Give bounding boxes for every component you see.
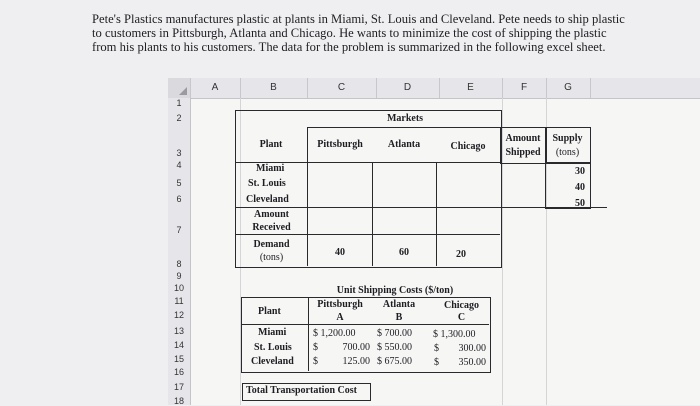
supply-label-1: Supply	[552, 133, 583, 144]
intro-line-2: to customers in Pittsburgh, Atlanta and Chicago. He wants to minimize the cost of shipping the plastic	[92, 26, 607, 40]
cost-miami-atlanta: $ 700.00	[377, 328, 412, 339]
column-header-f[interactable]: F	[502, 78, 547, 98]
cost-cleveland-chicago-sign: $	[434, 357, 439, 368]
markets-divider	[307, 127, 500, 128]
demand-label-2: (tons)	[259, 252, 284, 263]
supply-cleveland: 50	[575, 198, 585, 209]
column-header-c[interactable]: C	[307, 78, 377, 98]
row-header[interactable]: 8	[176, 259, 182, 269]
cost-atlanta-header: Atlanta	[382, 299, 416, 310]
cost-cleveland-pittsburgh-sign: $	[313, 356, 318, 367]
row-header[interactable]: 12	[173, 310, 184, 320]
row-header[interactable]: 3	[176, 148, 182, 158]
cost-plant-label: Plant	[258, 306, 281, 317]
supply-miami: 30	[575, 166, 585, 177]
cost-st-louis-pittsburgh: 700.00	[342, 342, 370, 353]
demand-label-1: Demand	[253, 239, 290, 250]
cost-st-louis-chicago: 300.00	[458, 343, 486, 354]
column-header-g[interactable]: G	[546, 78, 591, 98]
plant-label: Plant	[259, 139, 283, 150]
row-header[interactable]: 15	[173, 354, 184, 364]
cost-cleveland-pittsburgh: 125.00	[342, 356, 370, 367]
cost-letter-b: B	[395, 312, 403, 323]
row-header[interactable]: 10	[173, 283, 184, 293]
cost-chicago-header: Chicago	[444, 300, 479, 311]
row-header[interactable]: 17	[173, 382, 184, 392]
demand-pittsburgh: 40	[335, 247, 345, 258]
row-header[interactable]: 1	[176, 98, 182, 108]
amount-received-label-1: Amount	[253, 209, 289, 220]
plant-st-louis: St. Louis	[248, 178, 286, 189]
row-header[interactable]: 5	[176, 178, 182, 188]
row-header[interactable]: 2	[176, 113, 182, 123]
cost-st-louis-atlanta: $ 550.00	[377, 342, 412, 353]
cost-letter-c: C	[457, 312, 466, 323]
column-header-bar	[168, 78, 700, 99]
cost-st-louis-chicago-sign: $	[434, 343, 439, 354]
cost-pittsburgh-header: Pittsburgh	[317, 299, 363, 310]
supply-label-2: (tons)	[555, 147, 580, 158]
pittsburgh-header: Pittsburgh	[317, 139, 363, 150]
row-header[interactable]: 13	[173, 326, 184, 336]
supply-st-louis: 40	[575, 182, 585, 193]
plant-cleveland: Cleveland	[246, 194, 289, 205]
plant-miami: Miami	[256, 163, 285, 174]
row-header[interactable]: 11	[174, 296, 184, 306]
column-header-a[interactable]: A	[190, 78, 241, 98]
cost-letter-a: A	[336, 312, 344, 323]
row-header[interactable]: 7	[176, 225, 182, 235]
cost-miami-chicago: $ 1,300.00	[433, 329, 476, 340]
intro-line-3: from his plants to his customers. The data for the problem is summarized in the following excel sheet.	[92, 40, 606, 54]
row-header[interactable]: 18	[173, 396, 184, 406]
row-header-bar	[168, 98, 191, 405]
received-divider	[235, 234, 500, 235]
cost-plant-cleveland: Cleveland	[251, 356, 294, 367]
cost-cleveland-atlanta: $ 675.00	[377, 356, 412, 367]
demand-atlanta: 60	[399, 247, 409, 258]
row-header[interactable]: 9	[176, 271, 182, 281]
cost-header-divider	[241, 324, 489, 325]
cost-plant-st-louis: St. Louis	[254, 342, 292, 353]
cost-cleveland-chicago: 350.00	[458, 357, 486, 368]
row-header[interactable]: 14	[173, 340, 184, 350]
amount-shipped-label-1: Amount	[505, 133, 541, 144]
amount-received-label-2: Received	[252, 222, 291, 233]
row-header[interactable]: 16	[173, 367, 184, 377]
amount-shipped-label-2: Shipped	[505, 147, 541, 158]
select-all-corner[interactable]	[168, 78, 191, 98]
cost-col-divider	[308, 297, 309, 371]
column-header-d[interactable]: D	[376, 78, 440, 98]
problem-statement	[92, 12, 692, 54]
row-header[interactable]: 6	[176, 194, 182, 204]
demand-chicago: 20	[456, 249, 466, 260]
total-cost-label: Total Transportation Cost	[246, 385, 357, 396]
column-header-e[interactable]: E	[439, 78, 503, 98]
cost-plant-miami: Miami	[258, 327, 287, 338]
markets-label: Markets	[386, 113, 424, 124]
cost-st-louis-pittsburgh-sign: $	[313, 342, 318, 353]
column-header-b[interactable]: B	[240, 78, 308, 98]
atlanta-header: Atlanta	[387, 139, 421, 150]
cost-table-title: Unit Shipping Costs ($/ton)	[336, 285, 454, 296]
cost-miami-pittsburgh: $ 1,200.00	[313, 328, 356, 339]
intro-line-1: Pete's Plastics manufactures plastic at plants in Miami, St. Louis and Cleveland. Pete needs to ship plastic	[92, 12, 625, 26]
chicago-header: Chicago	[450, 141, 486, 152]
row-header[interactable]: 4	[176, 160, 182, 170]
